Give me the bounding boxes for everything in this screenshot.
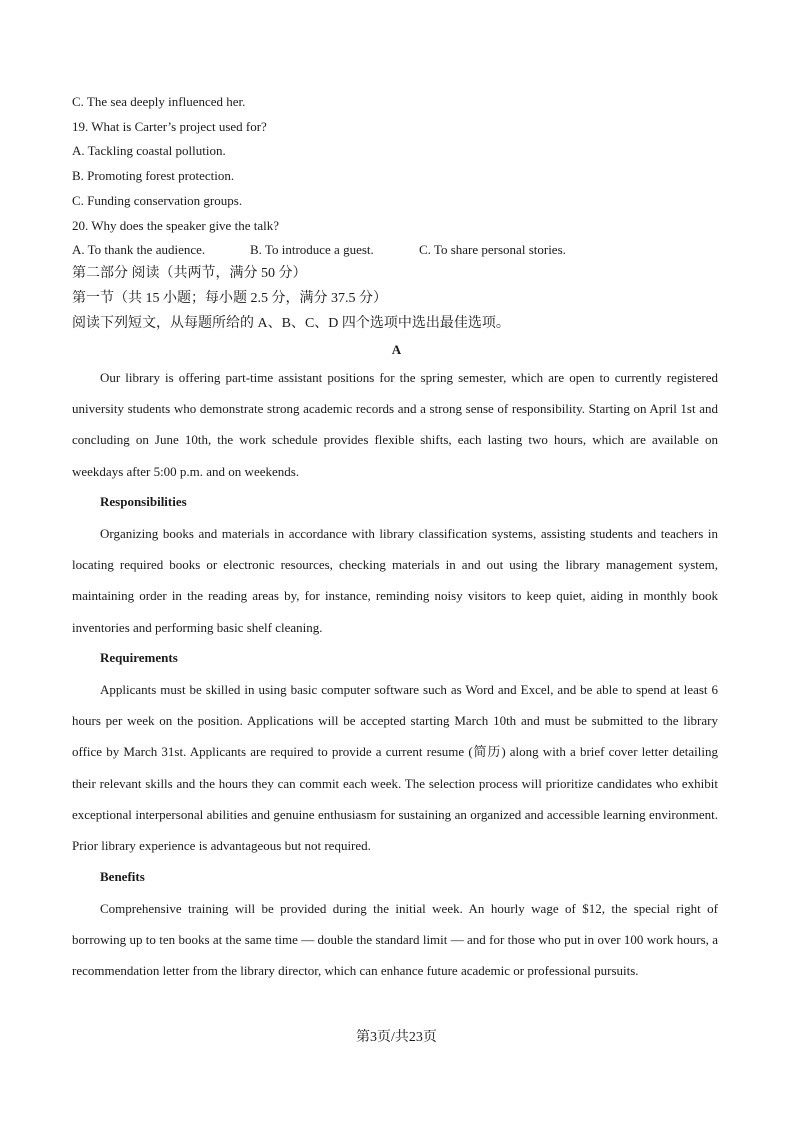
benefits-heading: Benefits xyxy=(100,869,145,884)
q20-option-a: A. To thank the audience. xyxy=(72,242,206,257)
q20-option-b: B. To introduce a guest. xyxy=(250,242,374,257)
instruction: 阅读下列短文，从每题所给的 A、B、C、D 四个选项中选出最佳选项。 xyxy=(72,316,510,331)
responsibilities-heading: Responsibilities xyxy=(100,494,187,509)
requirements-heading: Requirements xyxy=(100,650,178,665)
benefits-text: Comprehensive training will be provided during the initial week. An hourly wage of $12, the special right of borrowing up to ten books at the same time — double the standard limit — and for those who put in over 100 work hours, a recommendation letter from the library director, which can enhance future academic or professional pursuits. xyxy=(72,901,718,979)
question-20: 20. Why does the speaker give the talk? xyxy=(72,218,279,233)
part-title: 第二部分 阅读（共两节，满分 50 分） xyxy=(72,266,307,281)
responsibilities-text: Organizing books and materials in accordance with library classification systems, assisting students and teachers in locating required books or electronic resources, checking materials in and out using the library management system, maintaining order in the reading areas by, for instance, reminding noisy visitors to keep quiet, aiding in monthly book inventories and performing basic shelf cleaning. xyxy=(72,526,718,635)
q19-option-c: C. Funding conservation groups. xyxy=(72,193,243,208)
page-number: 第3页/共23页 xyxy=(356,1030,437,1045)
question-19: 19. What is Carter’s project used for? xyxy=(72,119,267,134)
requirements-text: Applicants must be skilled in using basic computer software such as Word and Excel, and be able to spend at least 6 hours per week on the position. Applications will be accepted starting March 10th and must be submitted to the library office by March 31st. Applicants are required to provide a current resume (简历) along with a brief cover letter detailing their relevant skills and the hours they can commit each week. The selection process will prioritize candidates who exhibit exceptional interpersonal abilities and genuine enthusiasm for sustaining an organized and accessible learning environment. Prior library experience is advantageous but not required. xyxy=(72,682,718,854)
q20-option-c: C. To share personal stories. xyxy=(419,242,566,257)
section-title: 第一节（共 15 小题；每小题 2.5 分，满分 37.5 分） xyxy=(72,291,387,306)
q18-option-c: C. The sea deeply influenced her. xyxy=(72,94,246,109)
q19-option-a: A. Tackling coastal pollution. xyxy=(72,143,226,158)
q19-option-b: B. Promoting forest protection. xyxy=(72,168,235,183)
passage-letter: A xyxy=(391,342,402,357)
passage-intro: Our library is offering part-time assistant positions for the spring semester, which are open to currently registered university students who demonstrate strong academic records and a strong sense of responsibility. Starting on April 1st and concluding on June 10th, the work schedule provides flexible shifts, each lasting two hours, which are available on weekdays after 5:00 p.m. and on weekends. xyxy=(72,370,718,479)
